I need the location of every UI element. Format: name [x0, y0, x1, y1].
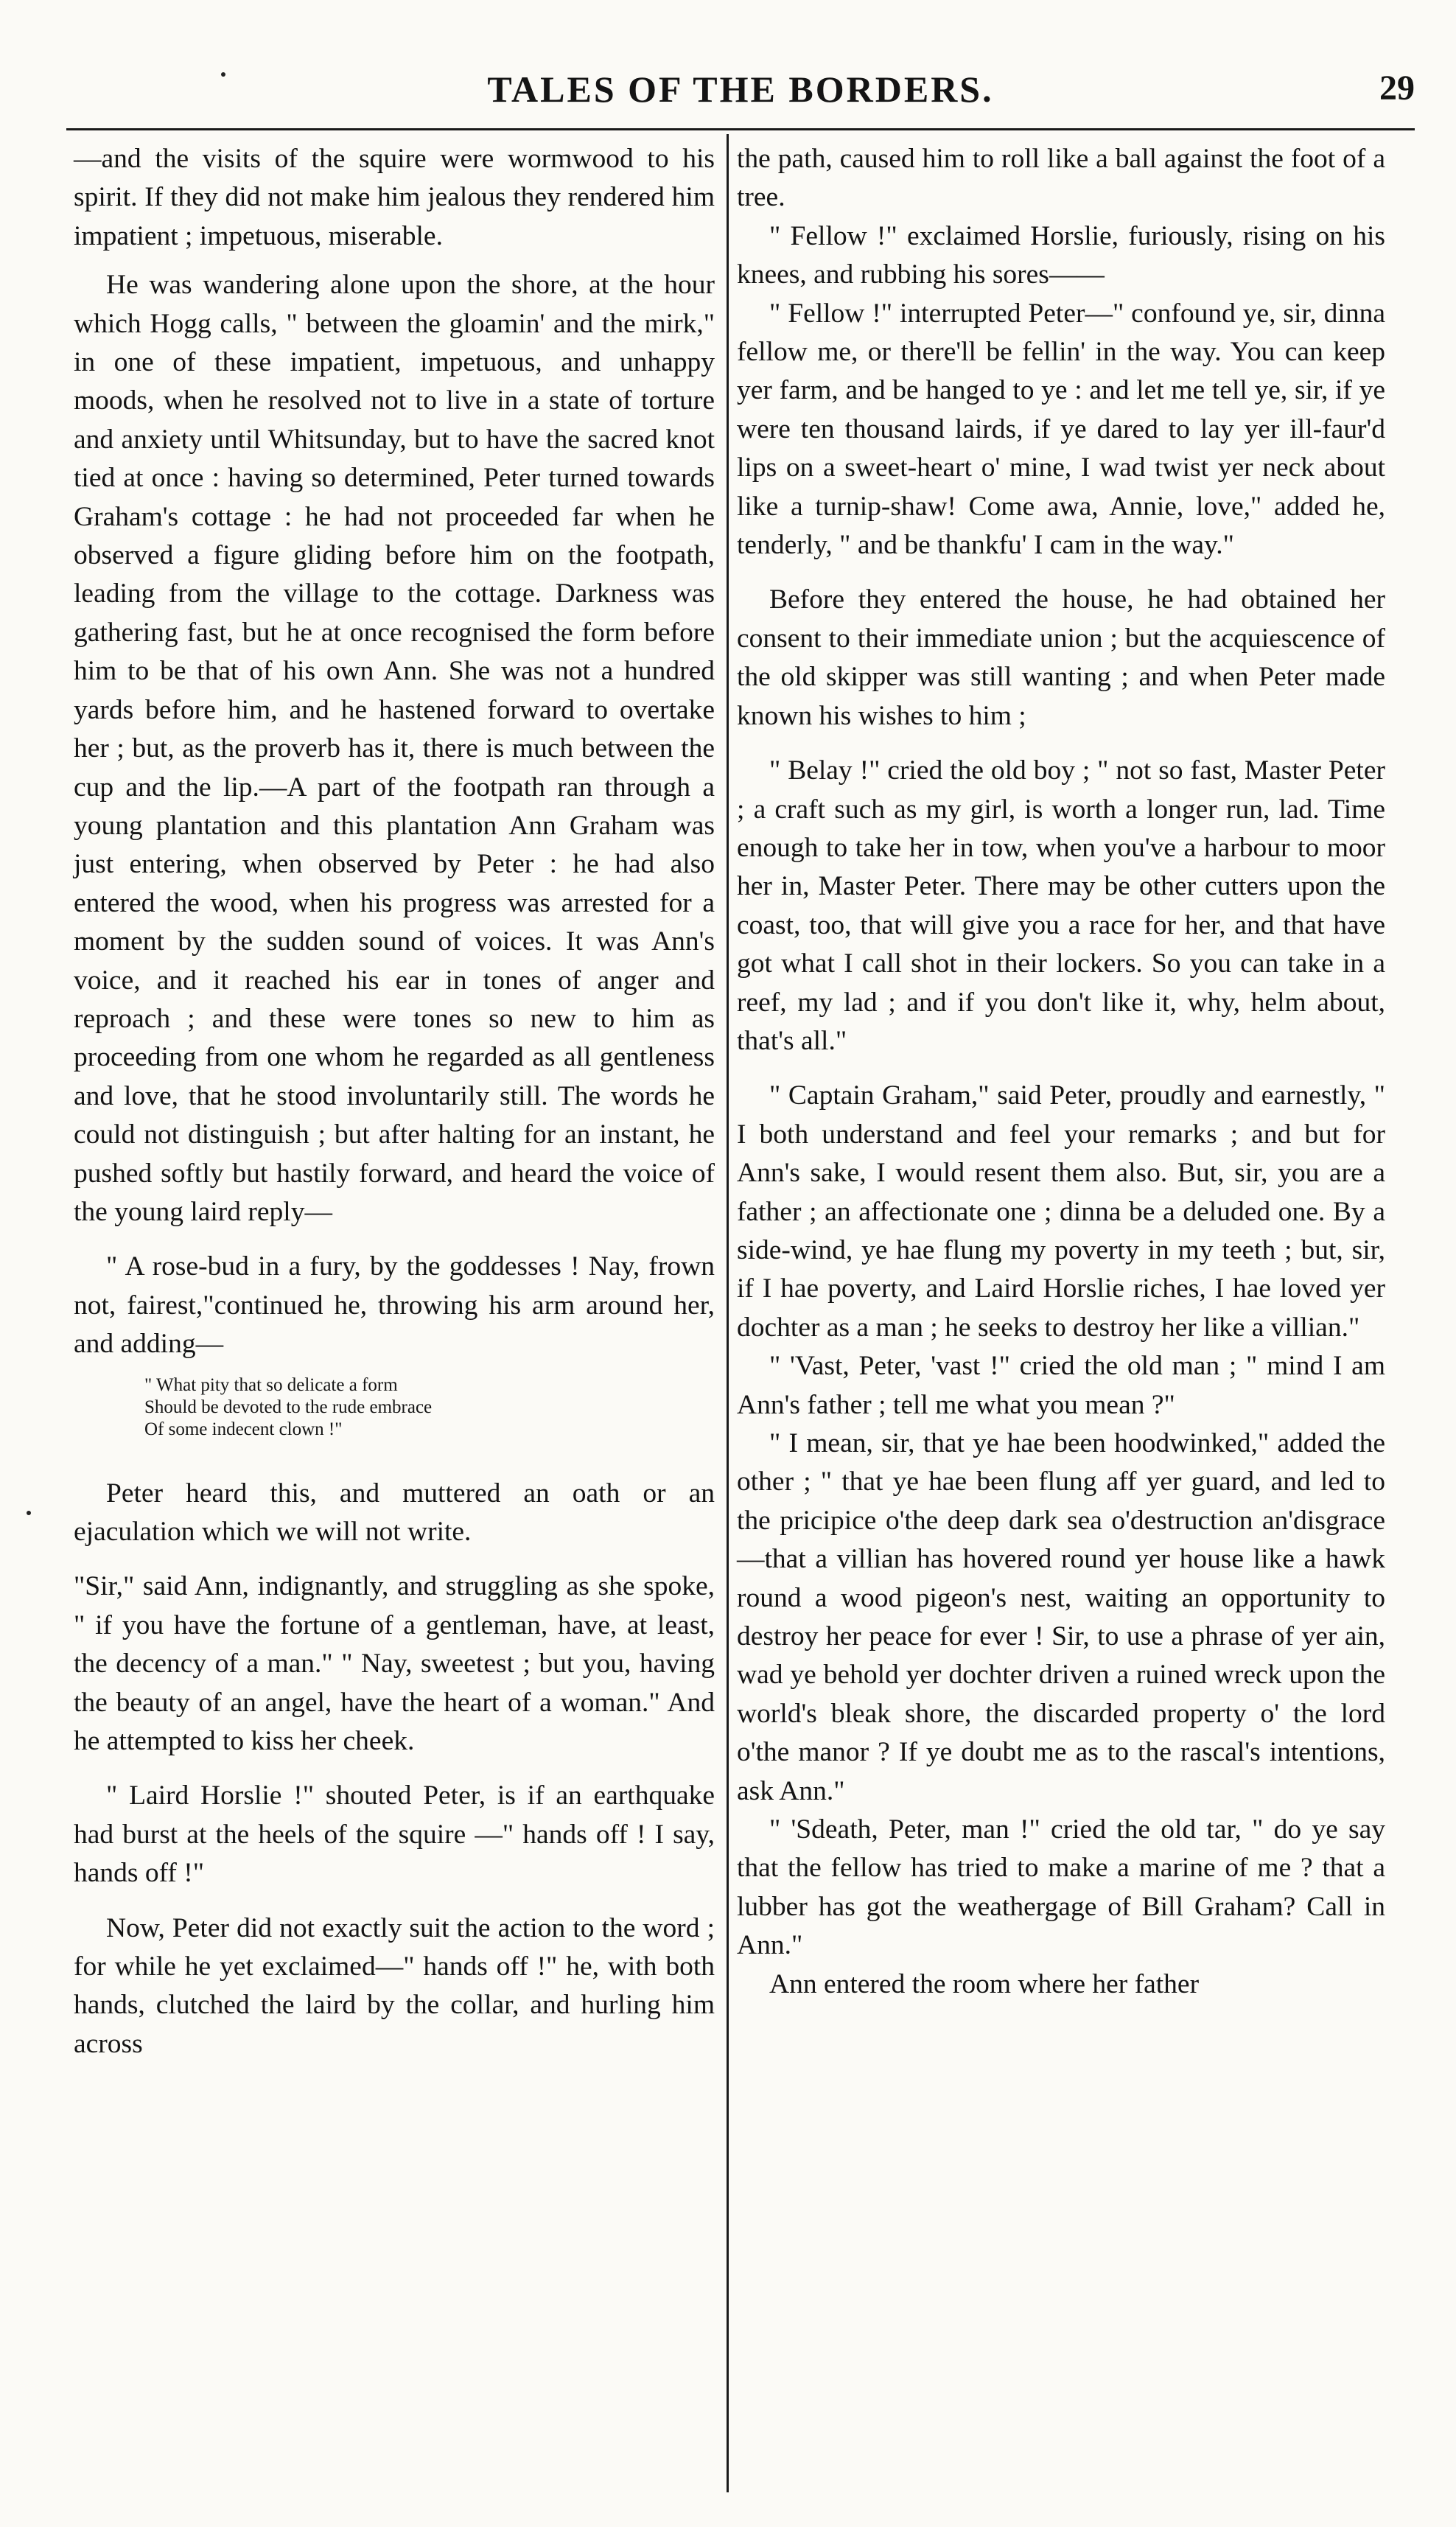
paragraph: " Laird Horslie !" shouted Peter, is if an earthquake had burst at the heels of the squire —" hands off ! I say, hands off !" — [74, 1780, 715, 1889]
right-column — [737, 140, 1385, 2004]
paragraph: Ann entered the room where her father — [769, 1968, 1200, 1999]
paragraph: Now, Peter did not exactly suit the action to the word ; for while he yet exclaimed—" hands off !" he, with both hands, clutched the laird by the collar, and hurling him across — [74, 1912, 715, 2059]
paragraph: " Fellow !" interrupted Peter—" confound ye, sir, dinna fellow me, or there'll be fellin' in the way. You can keep yer farm, and be hanged to ye : and let me tell ye, sir, if ye were ten thousand lairds, if ye dared to lay yer ill-faur'd lips on a sweet-heart o' mine, I wad twist yer neck about like a turnip-shaw! Come awa, Annie, love," added he, tenderly, " and be thankfu' I cam in the way." — [737, 298, 1385, 561]
paragraph: " Belay !" cried the old boy ; " not so fast, Master Peter ; a craft such as my girl, is worth a longer run, lad. Time enough to take her in tow, when you've a harbour to moor her in, Master Peter. There may be other cutters upon the coast, too, that will give you a race for her, and that have got what I call shot in their lockers. So you can take in a reef, my lad ; and if you don't like it, why, helm about, that's all." — [737, 755, 1385, 1056]
left-column — [74, 140, 715, 2063]
header-rule — [66, 128, 1415, 130]
verse-line: Should be devoted to the rude embrace — [144, 1397, 433, 1417]
paragraph: " I mean, sir, that ye hae been hoodwinked," added the other ; " that ye hae been flung aff yer guard, and led to the pricipice o'the deep dark sea o'destruction an'disgrace —that a villian has hovered round yer house like a hawk round a wood pigeon's nest, waiting an opportunity to destroy her peace for ever ! Sir, to use a phrase of yer ain, wad ye behold yer dochter driven a ruined wreck upon the world's bleak shore, the discarded property o' the lord o'the manor ? If ye doubt me as to the rascal's intentions, ask Ann." — [737, 1428, 1385, 1806]
paragraph: Before they entered the house, he had obtained her consent to their immediate union ; but the acquiescence of the old skipper was still wanting ; and when Peter made known his wishes to him ; — [737, 584, 1385, 731]
running-title: TALES OF THE BORDERS. — [487, 69, 994, 110]
paragraph: " Captain Graham," said Peter, proudly and earnestly, " I both understand and feel your remarks ; and but for Ann's sake, I would resent them also. But, sir, you are a father ; an affectionate one ; dinna be a deluded one. By a side-wind, ye hae flung my poverty in my teeth ; but, sir, if I hae poverty, and Laird Horslie riches, I hae loved yer dochter as a man ; he seeks to destroy her like a villian." — [737, 1080, 1385, 1343]
paragraph: " 'Sdeath, Peter, man !" cried the old tar, " do ye say that the fellow has tried to make a marine of me ? that a lubber has got the weathergage of Bill Graham? Call in Ann." — [737, 1814, 1385, 1961]
speck-mark — [27, 1511, 31, 1515]
paragraph: " A rose-bud in a fury, by the goddesses ! Nay, frown not, fairest,"continued he, throwing his arm around her, and adding— — [74, 1251, 715, 1360]
paragraph: " 'Vast, Peter, 'vast !" cried the old man ; " mind I am Ann's father ; tell me what you mean ?" — [737, 1351, 1385, 1420]
paragraph: —and the visits of the squire were wormwood to his spirit. If they did not make him jealous they rendered him impatient ; impetuous, miserable. — [74, 144, 715, 251]
verse-quote — [144, 1374, 715, 1441]
paragraph: Peter heard this, and muttered an oath or an ejaculation which we will not write. — [74, 1478, 715, 1547]
paragraph: He was wandering alone upon the shore, at the hour which Hogg calls, " between the gloamin' and the mirk," in one of these impatient, impetuous, and unhappy moods, when he resolved not to live in a state of torture and anxiety until Whitsunday, but to have the sacred knot tied at once : having so determined, Peter turned towards Graham's cottage : he had not proceeded far when he observed a figure gliding before him on the footpath, leading from the village to the cottage. Darkness was gathering fast, but he at once recognised the form before him to be that of his own Ann. She was not a hundred yards before him, and he hastened forward to overtake her ; but, as the proverb has it, there is much between the cup and the lip.—A part of the footpath ran through a young plantation and this plantation Ann Graham was just entering, when observed by Peter : he had also entered the wood, when his progress was arrested for a moment by the sudden sound of voices. It was Ann's voice, and it reached his ear in tones of anger and reproach ; and these were tones so new to him as proceeding from one whom he regarded as all gentleness and love, that he stood involuntarily still. The words he could not distinguish ; but after halting for an instant, he pushed softly but hastily forward, and heard the voice of the young laird reply— — [74, 270, 715, 1227]
verse-line: Of some indecent clown !" — [144, 1419, 343, 1439]
verse-line: " What pity that so delicate a form — [144, 1374, 398, 1395]
speck-mark — [221, 72, 225, 77]
paragraph: " Fellow !" exclaimed Horslie, furiously, rising on his knees, and rubbing his sores—— — [737, 220, 1385, 290]
page-number: 29 — [1379, 69, 1415, 108]
paragraph: "Sir," said Ann, indignantly, and struggling as she spoke, " if you have the fortune of a gentleman, have, at least, the decency of a man." " Nay, sweetest ; but you, having the beauty of an angel, have the heart of a woman." And he attempted to kiss her cheek. — [74, 1571, 715, 1757]
page-header — [66, 68, 1415, 121]
paragraph: the path, caused him to roll like a ball against the foot of a tree. — [737, 144, 1385, 213]
column-divider — [727, 134, 729, 2492]
